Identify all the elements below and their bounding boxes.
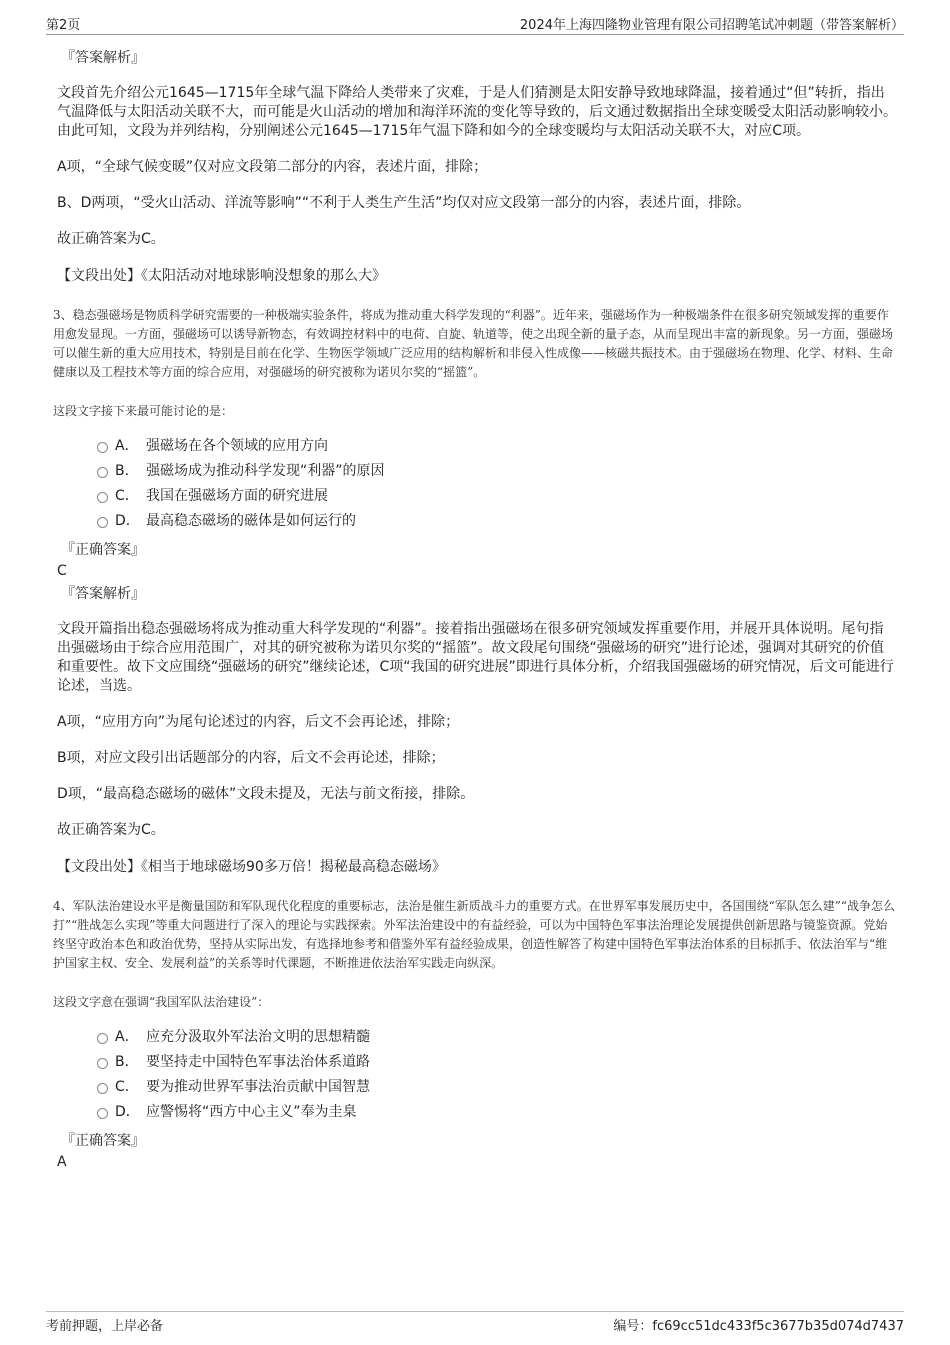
q2-conclusion: 故正确答案为C。 [57,231,165,247]
answer-label: 『正确答案』 [61,542,145,558]
q3-option-c[interactable] [97,486,897,511]
answer-label: 『正确答案』 [61,1133,145,1149]
q4-prompt: 这段文字意在强调“我国军队法治建设”： [53,995,270,1009]
q2-source: 【文段出处】《太阳活动对地球影响没想象的那么大》 [57,268,386,284]
page-header [46,14,904,35]
option-letter: B． [115,1054,139,1070]
option-letter: C． [115,488,139,504]
option-text: 强磁场在各个领域的应用方向 [146,438,328,454]
q3-text: 3、稳态强磁场是物质科学研究需要的一种极端实验条件，将成为推动重大科学发现的“利器”。近年来，强磁场作为一种极端条件在很多研究领域发挥的重要作用愈发显现。一方面，强磁场可以诱导新物态，有效调控材料中的电荷、自旋、轨道等，使之出现全新的量子态，从而呈现出丰富的新现象。另一方面，强磁场可以催生新的重大应用技术，特别是目前在化学、生物医学领域广泛应用的结构解析和非侵入性成像——核磁共振技术。由于强磁场在物理、化学、材料、生命健康以及工程技术等方面的综合应用，对强磁场的研究被称为诺贝尔奖的“摇篮”。 [53,308,894,379]
q4-option-c[interactable] [97,1077,897,1102]
page-footer [46,1311,904,1334]
radio-icon[interactable] [97,517,108,528]
q3-point-b: B项，对应文段引出话题部分的内容，后文不会再论述，排除； [57,750,445,766]
option-letter: A． [115,438,139,454]
q4-option-a[interactable] [97,1027,897,1052]
q4-answer: A [57,1154,67,1170]
option-letter: B． [115,463,139,479]
q3-point-d: D项，“最高稳态磁场的磁体”文段未提及，无法与前文衔接，排除。 [57,786,475,802]
option-text: 要为推动世界军事法治贡献中国智慧 [146,1079,370,1095]
option-text: 最高稳态磁场的磁体是如何运行的 [146,513,356,529]
option-letter: D． [115,513,140,529]
radio-icon[interactable] [97,442,108,453]
q3-option-b[interactable] [97,461,897,486]
q3-answer: C [57,563,67,579]
q3-point-a: A项，“应用方向”为尾句论述过的内容，后文不会再论述，排除； [57,714,460,730]
option-text: 应充分汲取外军法治文明的思想精髓 [146,1029,370,1045]
q4-option-b[interactable] [97,1052,897,1077]
radio-icon[interactable] [97,1108,108,1119]
q2-analysis: 文段首先介绍公元1645—1715年全球气温下降给人类带来了灾难，于是人们猜测是太阳安静导致地球降温，接着通过“但”转折，指出气温降低与太阳活动关联不大，而可能是火山活动的增加和海洋环流的变化等导致的，后文通过数据指出全球变暖受太阳活动影响较小。由此可知，文段为并列结构，分别阐述公元1645—1715年气温下降和如今的全球变暖均与太阳活动关联不大，对应C项。 [57,85,897,139]
radio-icon[interactable] [97,1058,108,1069]
q2-point-bd: B、D两项，“受火山活动、洋流等影响”“不利于人类生产生活”均仅对应文段第一部分的内容，表述片面，排除。 [57,195,751,211]
document-code: 编号：fc69cc51dc433f5c3677b35d074d7437 [613,1319,904,1334]
option-text: 应警惕将“西方中心主义”奉为圭臬 [146,1104,357,1120]
q4-option-d[interactable] [97,1102,897,1127]
option-letter: C． [115,1079,139,1095]
document-body [53,48,897,1175]
page-number: 第2页 [46,18,81,33]
option-letter: A． [115,1029,139,1045]
document-title: 2024年上海四隆物业管理有限公司招聘笔试冲刺题（带答案解析） [519,18,904,33]
q4-text: 4、军队法治建设水平是衡量国防和军队现代化程度的重要标志，法治是催生新质战斗力的重要方式。在世界军事发展历史中，各国围绕“军队怎么建”“战争怎么打”“胜战怎么实现”等重大问题进行了深入的理论与实践探索。外军法治建设中的有益经验，可以为中国特色军事法治理论发展提供创新思路与镜鉴资源。党始终坚守政治本色和政治优势，坚持从实际出发，有选择地参考和借鉴外军有益经验成果，创造性解答了构建中国特色军事法治体系的目标抓手、依法治军与“维护国家主权、安全、发展利益”的关系等时代课题，不断推进依法治军实践走向纵深。 [53,899,896,970]
footer-slogan: 考前押题，上岸必备 [46,1319,164,1334]
option-text: 我国在强磁场方面的研究进展 [146,488,328,504]
q3-option-d[interactable] [97,511,897,536]
q3-options [97,436,897,536]
option-letter: D． [115,1104,140,1120]
q4-options [97,1027,897,1127]
analysis-label: 『答案解析』 [61,50,145,66]
radio-icon[interactable] [97,492,108,503]
option-text: 强磁场成为推动科学发现“利器”的原因 [146,463,385,479]
radio-icon[interactable] [97,1083,108,1094]
q2-point-a: A项，“全球气候变暖”仅对应文段第二部分的内容，表述片面，排除； [57,159,488,175]
analysis-label: 『答案解析』 [61,586,145,602]
q3-source: 【文段出处】《相当于地球磁场90多万倍！揭秘最高稳态磁场》 [57,859,446,875]
option-text: 要坚持走中国特色军事法治体系道路 [146,1054,370,1070]
q3-analysis: 文段开篇指出稳态强磁场将成为推动重大科学发现的“利器”。接着指出强磁场在很多研究领域发挥重要作用，并展开具体说明。尾句指出强磁场由于综合应用范围广，对其的研究被称为诺贝尔奖的“摇篮”。故文段尾句围绕“强磁场的研究”进行论述，强调对其研究的价值和重要性。故下文应围绕“强磁场的研究”继续论述，C项“我国的研究进展”即进行具体分析，介绍我国强磁场的研究情况，后文可能进行论述，当选。 [57,621,894,694]
q3-conclusion: 故正确答案为C。 [57,822,165,838]
radio-icon[interactable] [97,467,108,478]
radio-icon[interactable] [97,1033,108,1044]
q3-prompt: 这段文字接下来最可能讨论的是： [53,404,234,418]
q3-option-a[interactable] [97,436,897,461]
